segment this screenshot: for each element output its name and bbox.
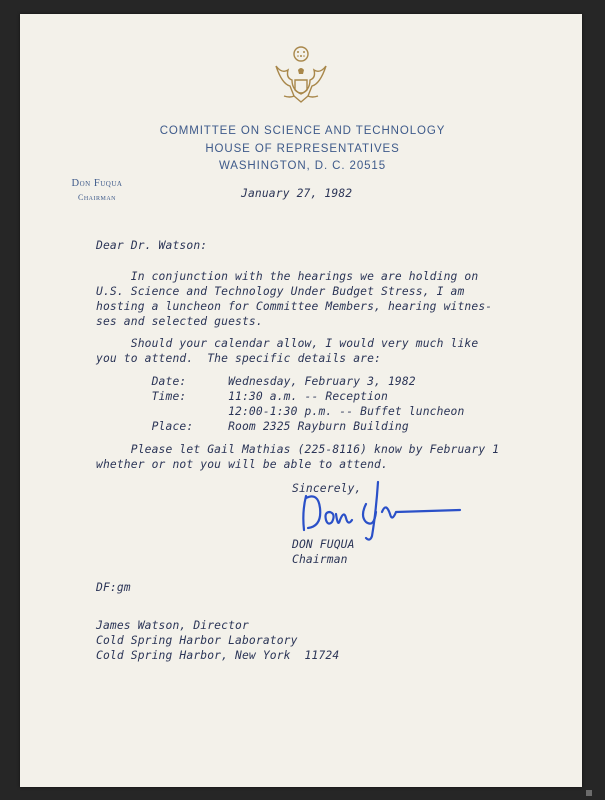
paragraph-line: Please let Gail Mathias (225-8116) know by February 1 bbox=[96, 443, 500, 456]
recipient-line: James Watson, Director bbox=[96, 619, 249, 632]
letterhead-chairman-name: Don Fuqua bbox=[71, 178, 123, 189]
paragraph-line: Should your calendar allow, I would very much like bbox=[96, 337, 479, 350]
paragraph-line: hosting a luncheon for Committee Members, hearing witnes- bbox=[96, 300, 493, 313]
closing: Sincerely, bbox=[292, 482, 362, 495]
typist-initials: DF:gm bbox=[96, 581, 131, 594]
paragraph-line: In conjunction with the hearings we are holding on bbox=[96, 270, 479, 283]
signer-title: Chairman bbox=[292, 553, 348, 566]
signature-icon bbox=[296, 472, 472, 542]
recipient-line: Cold Spring Harbor Laboratory bbox=[96, 634, 298, 647]
salutation: Dear Dr. Watson: bbox=[96, 239, 208, 252]
signer-name: DON FUQUA bbox=[292, 538, 355, 551]
detail-line: Time: 11:30 a.m. -- Reception bbox=[96, 390, 388, 403]
recipient-line: Cold Spring Harbor, New York 11724 bbox=[96, 649, 340, 662]
paragraph-line: you to attend. The specific details are: bbox=[96, 352, 382, 365]
detail-line: Date: Wednesday, February 3, 1982 bbox=[96, 375, 416, 388]
letterhead-house: HOUSE OF REPRESENTATIVES bbox=[205, 143, 400, 155]
letter-date: January 27, 1982 bbox=[241, 187, 353, 200]
detail-line: 12:00-1:30 p.m. -- Buffet luncheon bbox=[96, 405, 465, 418]
eagle-seal-icon bbox=[268, 44, 334, 110]
letterhead-chairman-title: Chairman bbox=[77, 193, 116, 202]
paragraph-line: ses and selected guests. bbox=[96, 315, 263, 328]
paragraph-line: whether or not you will be able to attend. bbox=[96, 458, 388, 471]
letterhead-address: WASHINGTON, D. C. 20515 bbox=[218, 160, 387, 172]
detail-line: Place: Room 2325 Rayburn Building bbox=[96, 420, 409, 433]
scan-corner-mark bbox=[586, 790, 592, 796]
paragraph-line: U.S. Science and Technology Under Budget Stress, I am bbox=[96, 285, 465, 298]
letterhead-committee: COMMITTEE ON SCIENCE AND TECHNOLOGY bbox=[159, 125, 446, 137]
